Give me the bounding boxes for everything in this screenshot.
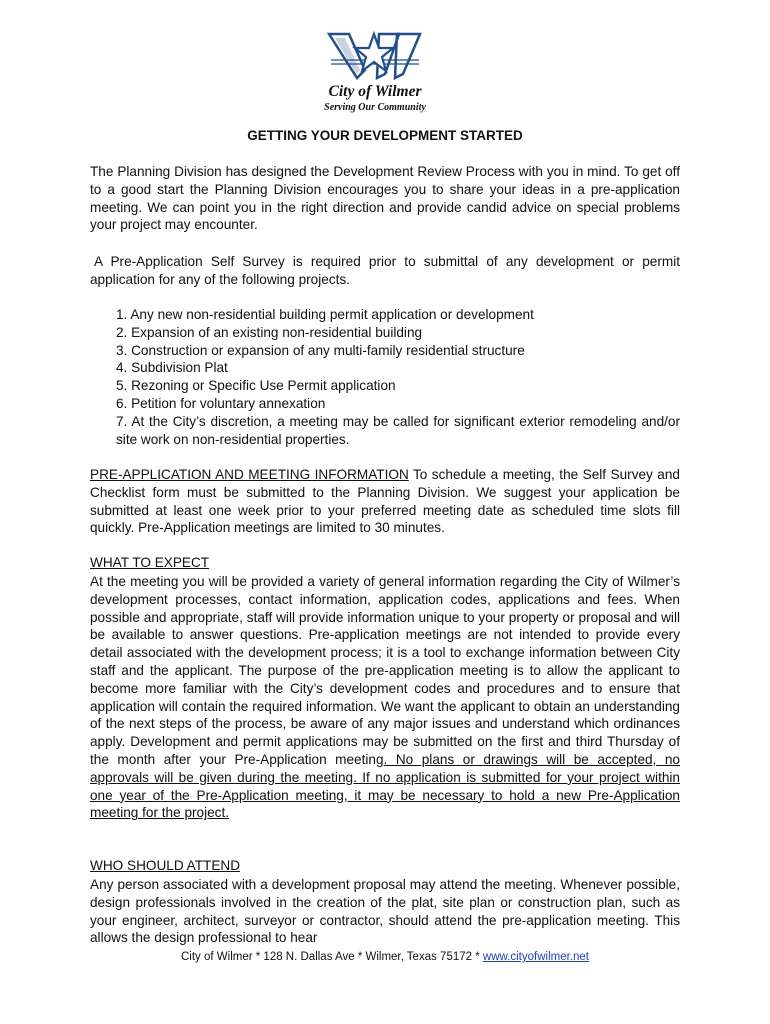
footer-address: City of Wilmer * 128 N. Dallas Ave * Wilmer, Texas 75172 *: [181, 951, 483, 963]
list-item: 4. Subdivision Plat: [116, 360, 228, 376]
page-title: GETTING YOUR DEVELOPMENT STARTED: [247, 128, 523, 143]
what-to-expect-note: . No plans or drawings will be accepted, no approvals will be given during the meeting. If no application is submitted for your project within one year of the Pre-Application meeting, it may be necessary to hold a new Pre-Application meeting for the project.: [90, 751, 680, 821]
org-name: City of Wilmer: [328, 83, 422, 100]
city-logo-icon: [327, 30, 422, 80]
what-to-expect-paragraph: [90, 573, 680, 822]
website-link[interactable]: www.cityofwilmer.net: [482, 951, 589, 963]
list-item: 5. Rezoning or Specific Use Permit application: [116, 378, 396, 394]
meeting-info-heading: PRE-APPLICATION AND MEETING INFORMATION: [90, 467, 409, 482]
project-list: [90, 306, 680, 448]
list-item: 3. Construction or expansion of any multi-family residential structure: [116, 342, 525, 358]
list-item: 1. Any new non-residential building permit application or development: [116, 307, 534, 322]
list-item: 6. Petition for voluntary annexation: [116, 395, 326, 411]
list-item: 2. Expansion of an existing non-residential building: [116, 324, 423, 340]
what-to-expect-text: At the meeting you will be provided a variety of general information regarding the City of Wilmer’s development processes, contact information, application codes, applications and fees. When possible and appropriate, staff will provide information unique to your property or proposal and will be available to answer questions. Pre-application meetings are not intended to provide every detail associated with the development process; it is a tool to exchange information between City staff and the applicant. The purpose of the pre-application meeting is to allow the applicant to become more familiar with the City’s development codes and procedures and to ensure that application will contain the required information. We want the applicant to obtain an understanding of the next steps of the process, be aware of any major issues and understand which ordinances apply. Development and permit applications may be submitted on the first and third Thursday of the month after your Pre-Application meeting: [90, 574, 680, 767]
meeting-info-paragraph: [90, 466, 680, 537]
intro-text: The Planning Division has designed the Development Review Process with you in mind. To get off to a good start the Planning Division encourages you to share your ideas in a pre-application meeting. We can point you in the right direction and provide candid advice on special problems your project may encounter.: [90, 164, 680, 233]
who-should-attend-paragraph: [90, 876, 680, 947]
survey-text: A Pre-Application Self Survey is required prior to submittal of any development or permit application for any of the following projects.: [90, 254, 680, 287]
what-to-expect-heading: WHAT TO EXPECT: [90, 555, 210, 570]
org-tagline: Serving Our Community: [324, 102, 426, 113]
who-should-attend-text: Any person associated with a development proposal may attend the meeting. Whenever possible, design professionals involved in the creation of the plat, site plan or construction plan, such as your engineer, architect, surveyor or contractor, should attend the pre-application meeting. This allows the design professional to hear: [90, 877, 680, 946]
intro-paragraph: [90, 163, 680, 234]
survey-paragraph: [90, 253, 680, 289]
who-should-attend-heading: WHO SHOULD ATTEND: [90, 858, 241, 873]
page-footer: [90, 951, 680, 963]
meeting-info-text: To schedule a meeting, the Self Survey and Checklist form must be submitted to the Planning Division. We suggest your application be submitted at least one week prior to your preferred meeting date as scheduled time slots fill quickly. Pre-Application meetings are limited to 30 minutes.: [90, 467, 680, 536]
list-item: 7. At the City’s discretion, a meeting may be called for significant exterior remodeling and/or site work on non-residential properties.: [116, 413, 680, 447]
